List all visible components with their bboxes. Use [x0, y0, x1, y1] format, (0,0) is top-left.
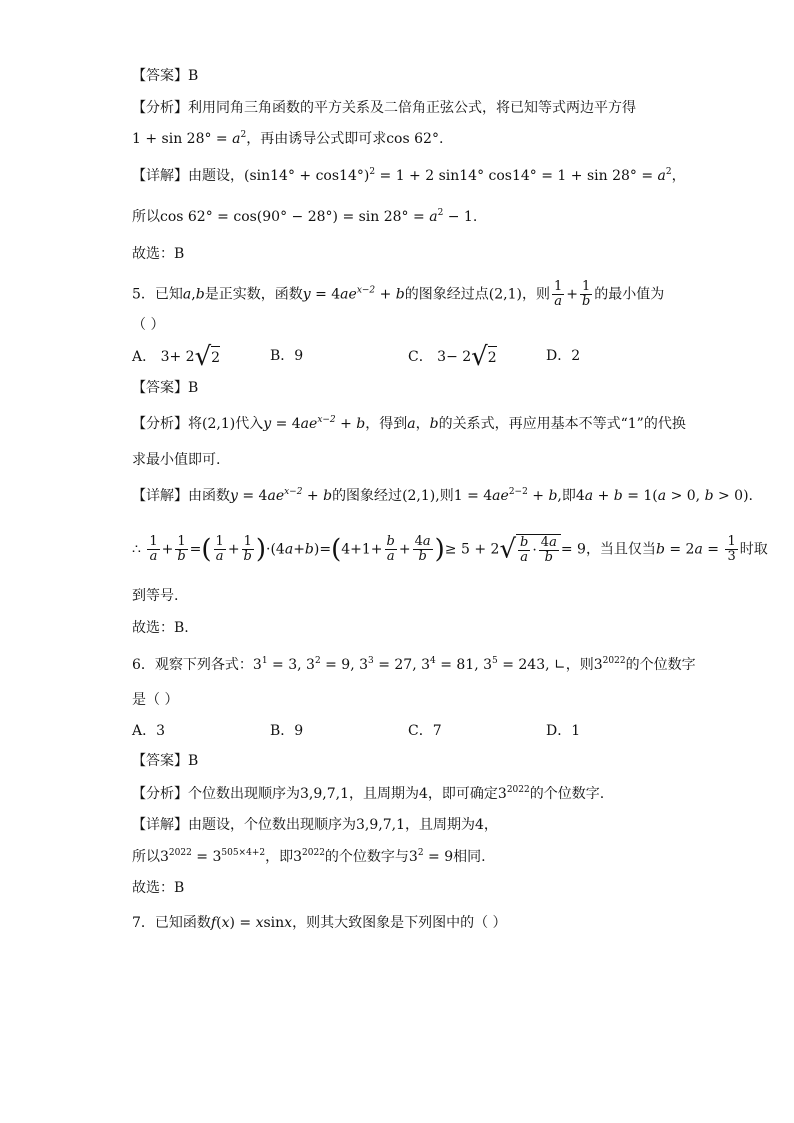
q4-detail-head: 由题设，: [188, 168, 244, 184]
q5-frac-1a: $\frac{1}{a}$: [553, 279, 563, 309]
q7-stem: 7．已知函数f(x) = xsinx，则其大致图象是下列图中的（ ）: [132, 915, 507, 931]
q6-option-c: C．7: [408, 723, 442, 739]
analysis-tag: 【分析】: [132, 786, 188, 802]
q5-frac-1b: $\frac{1}{b}$: [581, 279, 591, 309]
q5-option-a: A． 3+ 2√2: [132, 342, 221, 372]
q5-stem-tail: 的最小值为: [594, 286, 665, 303]
q4-analysis-line-1: [132, 98, 636, 118]
detail-tag: 【详解】: [132, 168, 188, 184]
q5-ab: a: [182, 286, 192, 303]
q6-sequence: $3^1 = 3$, $3^2 = 9$, $3^3 = 27$, $3^4 = 81$, $3^5 = 243$, ∟: [252, 656, 566, 673]
q5-point: (2,1): [488, 286, 522, 303]
q4-answer-line: [132, 66, 198, 86]
q4-conclusion: 故选：B: [132, 246, 185, 262]
answer-tag: 【答案】: [132, 380, 188, 396]
q6-answer-line: 【答案】B: [132, 753, 199, 769]
q5-option-c: C． 3− 2√2: [408, 342, 497, 372]
q4-analysis-text: 利用同角三角函数的平方关系及二倍角正弦公式，将已知等式两边平方得: [188, 100, 636, 116]
q5-answer-line: [132, 378, 198, 398]
q6-option-a: A．3: [132, 723, 166, 739]
answer-tag: 【答案】: [132, 753, 188, 769]
q5-stem-mid3: ，则: [521, 286, 550, 303]
q5-option-d: D．2: [546, 348, 581, 364]
q6-detail-line-1: 【详解】由题设，个位数出现顺序为3,9,7,1，且周期为4，: [132, 817, 498, 833]
sqrt-icon: √2: [471, 342, 497, 372]
q5-analysis-line-1: 【分析】将(2,1)代入$y = 4ae^{x-2} + b$，得到a，b的关系式，再应用基本不等式“1”的代换: [132, 415, 686, 432]
detail-tag: 【详解】: [132, 488, 188, 504]
q5-detail-line-1: 【详解】由函数$y = 4ae^{x-2} + b$的图象经过(2,1),则$1 = 4ae^{2-2} + b$,即4a + b = 1(a > 0, b > 0).: [132, 487, 753, 504]
detail-tag: 【详解】: [132, 817, 188, 833]
q5-option-b: B．9: [270, 348, 304, 364]
q6-option-d: D．1: [546, 723, 581, 739]
q4-formula-cos62: cos 62°: [386, 131, 439, 147]
q5-stem-prefix: 5．已知: [132, 286, 183, 303]
q4-detail-line-2: 所以$\cos 62^\circ = \cos(90^\circ - 28^\circ) = \sin 28^\circ = a^2 - 1$.: [132, 208, 478, 225]
q4-answer: B: [188, 68, 199, 84]
q4-analysis-line-2: $1 + \sin 28^\circ = a^2$，再由诱导公式即可求cos 62°.: [132, 130, 444, 147]
q4-detail-line-1: 【详解】由题设，$(\sin 14^\circ + \cos 14^\circ)^2 = 1 + 2$ sin14° $\cos 14^\circ = 1 + \sin 28^\circ = a^2$，: [132, 167, 686, 184]
q6-stem-line-1: 6．观察下列各式：$3^1 = 3$, $3^2 = 9$, $3^3 = 27$, $3^4 = 81$, $3^5 = 243$, ∟，则$3^{2022}$的个位数字: [132, 656, 696, 673]
q5-stem-mid2: 的图象经过点: [404, 286, 489, 303]
analysis-tag: 【分析】: [132, 416, 188, 432]
q6-stem-line-2: 是（ ）: [132, 692, 179, 708]
q6-conclusion: 故选：B: [132, 880, 185, 896]
q5-eq-line-2: 到等号.: [132, 588, 179, 604]
q5-stem-line-1: 5．已知a,b是正实数，函数$y = 4ae^{x-2} + b$的图象经过点(2,1)，则 $\frac{1}{a}$ + $\frac{1}{b}$ 的最小值为: [132, 279, 665, 309]
answer-tag: 【答案】: [132, 68, 188, 84]
sqrt-icon: √ $\frac{b}{a}$ · $\frac{4a}{b}$: [499, 534, 560, 565]
q4-formula-a2: $1 + \sin 28^\circ = a^2$: [132, 130, 247, 147]
q5-blank: （ ）: [132, 317, 165, 333]
q5-analysis-line-2: 求最小值即可.: [132, 452, 221, 468]
q5-function: y: [302, 286, 311, 303]
q4-detail-formula-2: $\cos 62^\circ = \cos(90^\circ - 28^\circ) = \sin 28^\circ = a^2 - 1$: [160, 208, 473, 225]
q5-inequality: ∴ $\frac{1}{a}$ + $\frac{1}{b}$ =( $\frac{1}{a}$ + $\frac{1}{b}$ )·(4a+b)=(4+1+ $\frac{b}{a}$ + $\frac{4a}{b}$ )≥ 5 + 2√ $\frac{b}{a}$ · $\frac{4a}{b}$ = 9，当且仅当b = 2a = $\frac{1}{3}$ 时取: [132, 534, 768, 565]
q5-stem-mid1: 是正实数，函数: [204, 286, 303, 303]
sqrt-icon: √2: [194, 342, 221, 372]
q6-detail-line-2: 所以$3^{2022} = 3^{505\times 4+2}$，即$3^{2022}$的个位数字与$3^2 = 9$相同.: [132, 848, 486, 865]
q5-answer: B: [188, 380, 199, 396]
q6-option-b: B．9: [270, 723, 304, 739]
q5-conclusion: 故选：B.: [132, 620, 189, 636]
q6-analysis-line: 【分析】个位数出现顺序为3,9,7,1，且周期为4，即可确定$3^{2022}$的个位数字.: [132, 785, 605, 802]
analysis-tag: 【分析】: [132, 100, 188, 116]
q4-analysis-tail: ，再由诱导公式即可求: [246, 131, 387, 147]
q4-detail-formula: $(\sin 14^\circ + \cos 14^\circ)^2 = 1 + 2$ sin14° $\cos 14^\circ = 1 + \sin 28^\circ = a^2$: [244, 167, 672, 184]
q4-detail-l2-head: 所以: [132, 209, 160, 225]
